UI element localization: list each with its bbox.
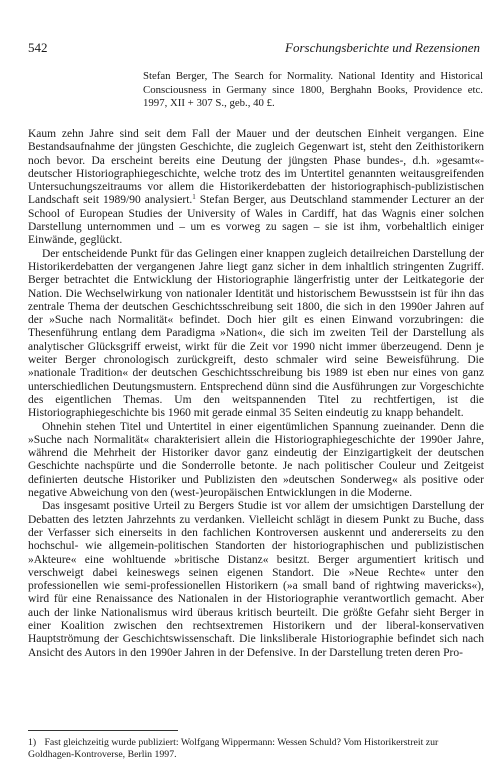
paragraph-2: Der entscheidende Punkt für das Gelingen einer knappen zugleich detailreichen Darstellung der Historikerdebatten der vergangenen Jahre liegt ganz sicher in dem inhaltlich stringenten Zugriff. Berger betrachtet die Entwicklung der Historiographie längerfristig unter der Leitkategorie der Nation. Die Wechselwirkung von nationaler Identität und historischem Bewusstsein ist für ihn das zentrale Thema der deutschen Geschichtsschreibung seit 1800, die sich in den 1990er Jahren auf der »Suche nach Normalität« befindet. Doch hier gilt es einen Einwand vorzubringen: die Thesenführung entlang dem Paradigma »Nation«, die sich im zweiten Teil der Darstellung als analytischer Glücksgriff erweist, wirkt für die Zeit vor 1990 nicht immer überzeugend. Denn je weiter Berger chronologisch zurückgreift, desto schmaler wird seine Beweisführung. Die »nationale Tradition« der deutschen Geschichtsschreibung bis 1989 ist eben nur eines von ganz unterschiedlichen Deutungsmustern. Entsprechend dünn sind die Ausführungen zur Vorgeschichte des eigentlichen Themas. Um den weitspannenden Titel zu rechtfertigen, ist die Historiographiegeschichte bis 1960 mit gerade einmal 35 Seiten eindeutig zu knapp behandelt.: [28, 247, 484, 420]
paragraph-1-continuation: Stefan Berger, aus Deutschland stammender Lecturer an der School of European Studies der University of Wales in Cardiff, hat das Wagnis einer solchen Darstellung unternommen und – um es vorweg zu sagen – sie ist ihm, vorbehaltlich einiger Einwände, geglückt.: [28, 194, 484, 247]
book-citation: Stefan Berger, The Search for Normality. National Identity and Historical Consciousness in Germany since 1800, Berghahn Books, Providence etc. 1997, XII + 307 S., geb., 40 £.: [143, 70, 483, 110]
review-body: [28, 128, 484, 660]
running-header: [28, 40, 480, 56]
footnote-reference: 1: [192, 193, 196, 202]
paragraph-1-text: Kaum zehn Jahre sind seit dem Fall der Mauer und der deutschen Einheit vergangen. Eine Bestandsaufnahme der jüngsten Geschichte, die zugleich Gegenwart ist, steht den Zeithistorikern noch bevor. Da erscheint bereits eine Deutung der jüngsten Phase bundes-, d.h. »gesamt«-deutscher Historiographiegeschichte, welche trotz des im Untertitel genannten weitausgreifenden Untersuchungszeitraums vor allem die Historikerdebatten der historiographisch-publizistischen Landschaft seit 1989/90 analysiert.: [28, 128, 484, 207]
page-number: 542: [28, 40, 48, 55]
footnote-number: 1): [28, 737, 37, 748]
footnote-divider: [28, 730, 178, 731]
section-title: Forschungsberichte und Rezensionen: [285, 40, 480, 55]
paragraph-1: [28, 128, 484, 248]
paragraph-3: Ohnehin stehen Titel und Untertitel in einer eigentümlichen Spannung zueinander. Denn die »Suche nach Normalität« charakterisiert allein die Historiographiegeschichte der 1990er Jahre, während die Mehrheit der Historiker davor ganz eindeutig der Einzigartigkeit der deutschen Geschichte nachspürte und die Sonderrolle betonte. Je nach politischer Couleur und Zeitgeist definierten deutsche Historiker und Publizisten den »deutschen Sonderweg« als positive oder negative Abweichung von den (west-)europäischen Entwicklungen in die Moderne.: [28, 420, 484, 500]
paragraph-4: Das insgesamt positive Urteil zu Bergers Studie ist vor allem der umsichtigen Darstellung der Debatten des letzten Jahrzehnts zu verdanken. Vielleicht schlägt in diesem Punkt zu Buche, dass der Verfasser sich einerseits in den fachlichen Kontroversen auskennt und andererseits zu den hochschul- wie allgemein-politischen Standorten der historiographischen und publizistischen »Akteure« eine wohltuende »britische Distanz« besitzt. Berger argumentiert kritisch und verschweigt dabei keineswegs seinen eigenen Standort. Die »Neue Rechte« unter den professionellen wie semi-professionellen Historikern (»a small band of rightwing mavericks«), wird für eine Renaissance des Nationalen in der Historiographie verantwortlich gemacht. Aber auch der linke Nationalismus wird überaus kritisch beurteilt. Die größte Gefahr sieht Berger in einer Koalition zwischen den rechtsextremen Historikern und der liberal-konservativen Hauptströmung der Geschichtswissenschaft. Die linksliberale Historiographie befindet sich nach Ansicht des Autors in den 1990er Jahren in der Defensive. In der Darstellung treten deren Pro-: [28, 500, 484, 659]
footnote-text: Fast gleichzeitig wurde publiziert: Wolfgang Wippermann: Wessen Schuld? Vom Historikerstreit zur Goldhagen-Kontroverse, Berlin 1997.: [28, 737, 439, 761]
footnote: [28, 737, 484, 762]
